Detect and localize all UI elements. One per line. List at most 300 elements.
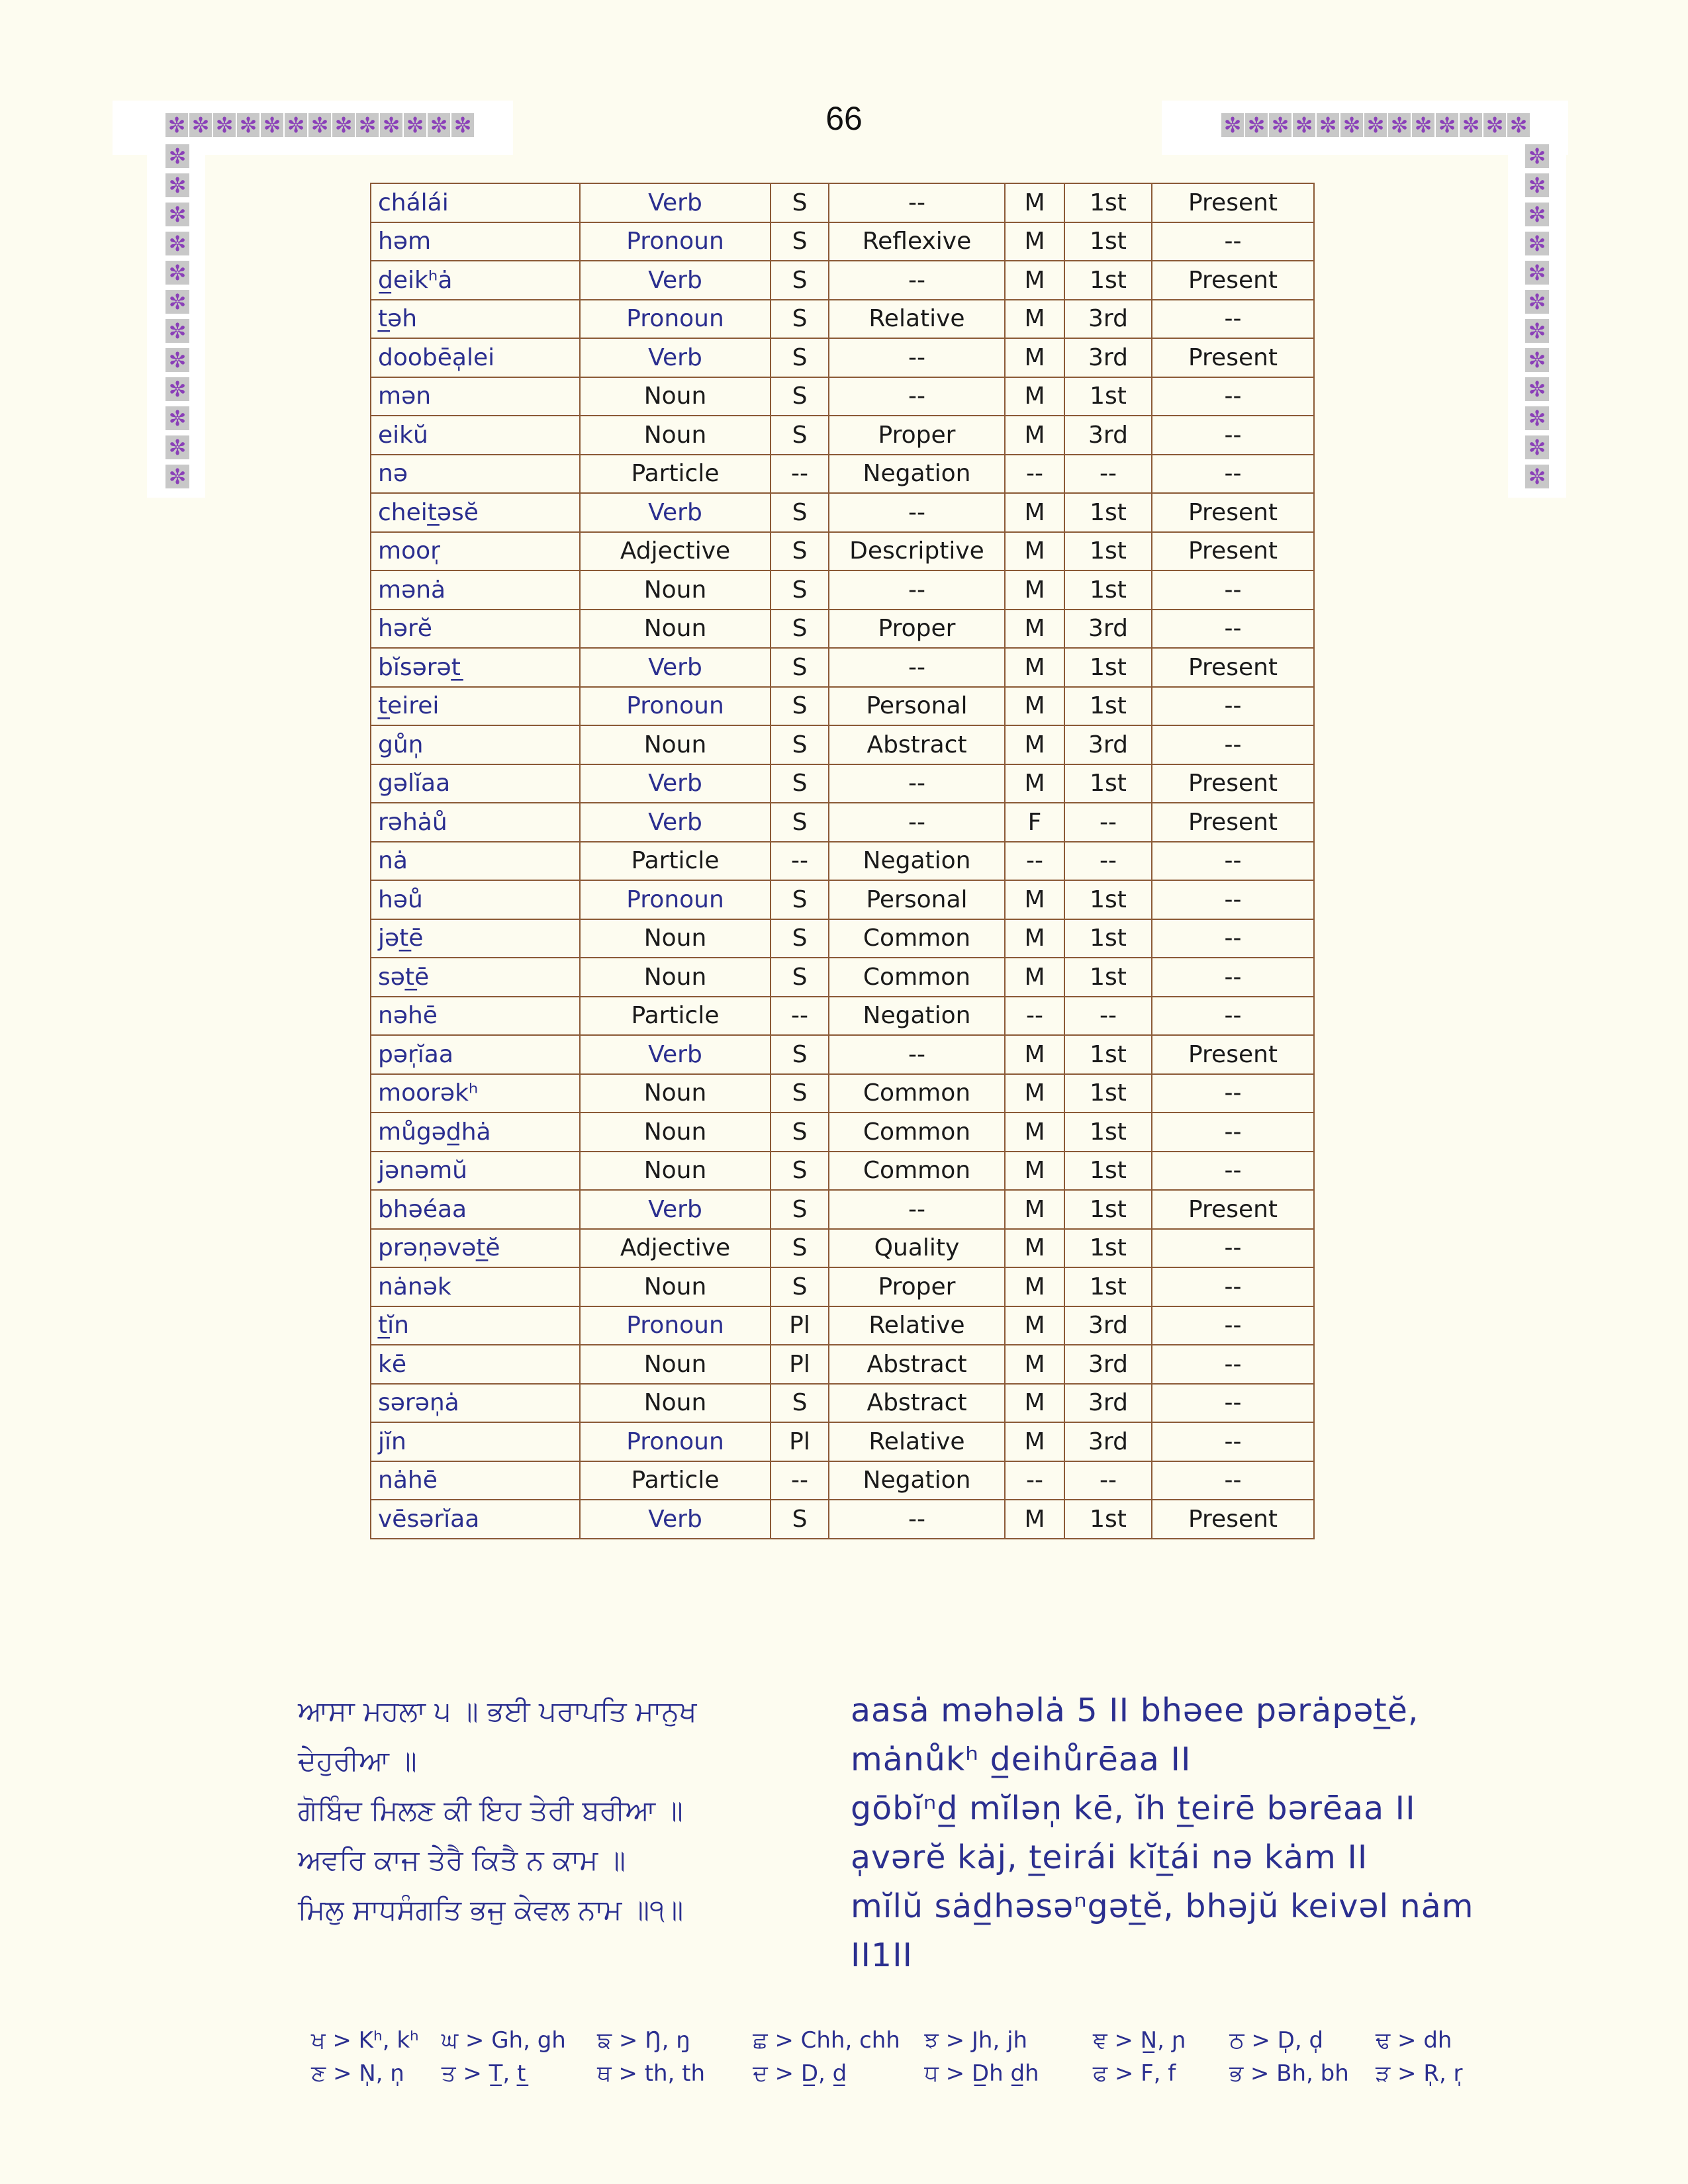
cell-part-of-speech: Pronoun <box>580 222 771 261</box>
table-row <box>371 1152 1314 1191</box>
cell-category: Relative <box>829 300 1005 339</box>
cell-number: -- <box>771 455 829 494</box>
flower-ornament-icon: ✼ <box>1507 113 1531 137</box>
cell-gender: M <box>1005 648 1064 687</box>
cell-person: 1st <box>1064 1074 1152 1113</box>
key-item: ਠ > D̩, d̩ <box>1229 2027 1324 2054</box>
flower-ornament-icon: ✼ <box>165 144 189 168</box>
cell-part-of-speech: Noun <box>580 1267 771 1306</box>
flower-ornament-icon: ✼ <box>1525 203 1549 226</box>
flower-ornament-icon: ✼ <box>332 113 356 137</box>
cell-number: S <box>771 725 829 764</box>
cell-category: -- <box>829 764 1005 803</box>
cell-tense: -- <box>1152 1461 1314 1500</box>
cell-category: -- <box>829 1190 1005 1229</box>
cell-person: -- <box>1064 455 1152 494</box>
cell-number: S <box>771 1267 829 1306</box>
cell-number: S <box>771 610 829 649</box>
cell-number: S <box>771 183 829 222</box>
key-item: ਛ > Chh, chh <box>753 2027 900 2054</box>
cell-category: Descriptive <box>829 532 1005 571</box>
cell-category: Common <box>829 919 1005 958</box>
cell-tense: -- <box>1152 1229 1314 1268</box>
cell-number: S <box>771 300 829 339</box>
cell-gender: M <box>1005 1500 1064 1539</box>
cell-part-of-speech: Particle <box>580 997 771 1036</box>
cell-person: 1st <box>1064 1190 1152 1229</box>
cell-number: S <box>771 1229 829 1268</box>
cell-part-of-speech: Particle <box>580 1461 771 1500</box>
key-item: ਥ > th, th <box>597 2060 706 2087</box>
cell-gender: -- <box>1005 455 1064 494</box>
cell-number: S <box>771 532 829 571</box>
flower-ornament-icon: ✼ <box>1525 290 1549 314</box>
cell-part-of-speech: Noun <box>580 1074 771 1113</box>
flower-ornament-icon: ✼ <box>237 113 261 137</box>
cell-gender: M <box>1005 1229 1064 1268</box>
cell-gender: M <box>1005 1035 1064 1074</box>
cell-tense: Present <box>1152 532 1314 571</box>
table-row <box>371 222 1314 261</box>
cell-gender: M <box>1005 222 1064 261</box>
table-row <box>371 764 1314 803</box>
transliteration-line: mȧnůkʰ d̲eihůrēaa II <box>851 1741 1192 1778</box>
table-row <box>371 919 1314 958</box>
gurmukhi-verse <box>298 1686 774 1934</box>
cell-gender: -- <box>1005 1461 1064 1500</box>
cell-word: bhəéaa <box>371 1190 580 1229</box>
flower-ornament-icon: ✼ <box>165 377 189 401</box>
grammar-table <box>370 183 1315 1539</box>
gurmukhi-line: ਆਸਾ ਮਹਲਾ ੫ ॥ ਭਈ ਪਰਾਪਤਿ ਮਾਨੁਖ <box>298 1695 697 1727</box>
cell-word: sərən̩ȧ <box>371 1384 580 1423</box>
cell-gender: M <box>1005 416 1064 455</box>
cell-person: 1st <box>1064 687 1152 726</box>
key-item: ੜ > R̩, r̩ <box>1376 2060 1463 2087</box>
cell-part-of-speech: Verb <box>580 648 771 687</box>
key-item: ਦ > D̲, d̲ <box>753 2060 847 2087</box>
key-row <box>311 2024 1503 2057</box>
cell-tense: Present <box>1152 338 1314 377</box>
cell-part-of-speech: Noun <box>580 919 771 958</box>
cell-gender: M <box>1005 610 1064 649</box>
cell-gender: M <box>1005 570 1064 610</box>
cell-number: Pl <box>771 1345 829 1384</box>
cell-part-of-speech: Adjective <box>580 532 771 571</box>
cell-tense: Present <box>1152 1035 1314 1074</box>
cell-person: 1st <box>1064 919 1152 958</box>
cell-word: t̲ĭn <box>371 1306 580 1345</box>
cell-person: -- <box>1064 803 1152 842</box>
cell-part-of-speech: Pronoun <box>580 687 771 726</box>
cell-gender: M <box>1005 1190 1064 1229</box>
flower-ornament-icon: ✼ <box>1525 261 1549 285</box>
table-row <box>371 377 1314 416</box>
cell-number: S <box>771 338 829 377</box>
cell-category: Common <box>829 1074 1005 1113</box>
cell-word: jĭn <box>371 1422 580 1461</box>
cell-category: Proper <box>829 610 1005 649</box>
table-row <box>371 1074 1314 1113</box>
flower-ornament-icon: ✼ <box>165 435 189 459</box>
cell-category: -- <box>829 1500 1005 1539</box>
cell-person: -- <box>1064 1461 1152 1500</box>
cell-part-of-speech: Adjective <box>580 1229 771 1268</box>
cell-word: chálái <box>371 183 580 222</box>
cell-number: S <box>771 1074 829 1113</box>
table-row <box>371 725 1314 764</box>
cell-person: 1st <box>1064 570 1152 610</box>
flower-ornament-icon: ✼ <box>1388 113 1412 137</box>
table-row <box>371 687 1314 726</box>
cell-tense: Present <box>1152 261 1314 300</box>
cell-part-of-speech: Noun <box>580 1345 771 1384</box>
cell-number: -- <box>771 1461 829 1500</box>
table-row <box>371 493 1314 532</box>
cell-person: 1st <box>1064 261 1152 300</box>
flower-ornament-icon: ✼ <box>1525 173 1549 197</box>
cell-tense: -- <box>1152 1113 1314 1152</box>
cell-gender: M <box>1005 532 1064 571</box>
flower-ornament-icon: ✼ <box>165 290 189 314</box>
cell-gender: M <box>1005 1113 1064 1152</box>
cell-category: Proper <box>829 416 1005 455</box>
key-item: ਞ > N̲, ɲ <box>1092 2027 1186 2054</box>
cell-person: 3rd <box>1064 416 1152 455</box>
cell-number: S <box>771 880 829 919</box>
cell-part-of-speech: Particle <box>580 455 771 494</box>
cell-gender: M <box>1005 1074 1064 1113</box>
table-row <box>371 416 1314 455</box>
cell-category: Common <box>829 958 1005 997</box>
cell-category: Negation <box>829 455 1005 494</box>
cell-category: Abstract <box>829 1345 1005 1384</box>
cell-part-of-speech: Noun <box>580 377 771 416</box>
cell-category: -- <box>829 493 1005 532</box>
table-row <box>371 1190 1314 1229</box>
cell-word: nȧhē <box>371 1461 580 1500</box>
cell-category: -- <box>829 648 1005 687</box>
flower-ornament-icon: ✼ <box>1525 377 1549 401</box>
cell-person: 1st <box>1064 880 1152 919</box>
cell-number: S <box>771 1113 829 1152</box>
cell-tense: -- <box>1152 455 1314 494</box>
table-row <box>371 1422 1314 1461</box>
cell-tense: Present <box>1152 764 1314 803</box>
cell-part-of-speech: Verb <box>580 338 771 377</box>
cell-gender: M <box>1005 764 1064 803</box>
transliteration-line: a̩vərĕ kȧj, t̲eirái kĭt̲ái nə kȧm II <box>851 1839 1368 1876</box>
cell-tense: -- <box>1152 687 1314 726</box>
cell-word: jət̲ē <box>371 919 580 958</box>
gurmukhi-line: ਅਵਰਿ ਕਾਜ ਤੇਰੈ ਕਿਤੈ ਨ ਕਾਮ ॥ <box>298 1844 626 1876</box>
flower-ornament-icon: ✼ <box>1436 113 1460 137</box>
cell-person: 1st <box>1064 1035 1152 1074</box>
cell-gender: -- <box>1005 997 1064 1036</box>
cell-category: -- <box>829 803 1005 842</box>
flower-ornament-icon: ✼ <box>451 113 475 137</box>
cell-word: gůn̩ <box>371 725 580 764</box>
cell-word: cheit̲əsĕ <box>371 493 580 532</box>
cell-tense: -- <box>1152 880 1314 919</box>
cell-gender: M <box>1005 880 1064 919</box>
cell-word: nəhē <box>371 997 580 1036</box>
flower-ornament-icon: ✼ <box>404 113 428 137</box>
cell-part-of-speech: Verb <box>580 1035 771 1074</box>
cell-gender: M <box>1005 1345 1064 1384</box>
cell-part-of-speech: Noun <box>580 416 771 455</box>
cell-part-of-speech: Verb <box>580 764 771 803</box>
table-row <box>371 1461 1314 1500</box>
cell-person: 1st <box>1064 1500 1152 1539</box>
key-item: ਖ > Kʰ, kʰ <box>311 2027 419 2054</box>
cell-number: S <box>771 1152 829 1191</box>
cell-part-of-speech: Noun <box>580 1384 771 1423</box>
table-row <box>371 1306 1314 1345</box>
cell-number: S <box>771 958 829 997</box>
cell-number: S <box>771 1190 829 1229</box>
table-row <box>371 1113 1314 1152</box>
cell-number: S <box>771 570 829 610</box>
cell-tense: -- <box>1152 1345 1314 1384</box>
cell-category: -- <box>829 183 1005 222</box>
cell-number: S <box>771 803 829 842</box>
cell-word: kē <box>371 1345 580 1384</box>
transliteration-line: aasȧ məhəlȧ 5 II bhəee pərȧpət̲ĕ, <box>851 1692 1419 1729</box>
cell-category: Reflexive <box>829 222 1005 261</box>
transliteration-line: II1II <box>851 1936 913 1974</box>
table-row <box>371 1267 1314 1306</box>
cell-number: S <box>771 222 829 261</box>
cell-category: -- <box>829 338 1005 377</box>
cell-gender: M <box>1005 493 1064 532</box>
flower-ornament-icon: ✼ <box>356 113 380 137</box>
cell-tense: -- <box>1152 1267 1314 1306</box>
cell-part-of-speech: Verb <box>580 803 771 842</box>
flower-ornament-icon: ✼ <box>1293 113 1317 137</box>
cell-gender: M <box>1005 958 1064 997</box>
table-row <box>371 1229 1314 1268</box>
cell-gender: M <box>1005 1422 1064 1461</box>
cell-gender: M <box>1005 338 1064 377</box>
cell-category: Negation <box>829 1461 1005 1500</box>
cell-category: Abstract <box>829 1384 1005 1423</box>
cell-gender: M <box>1005 261 1064 300</box>
cell-number: S <box>771 919 829 958</box>
table-row <box>371 1384 1314 1423</box>
cell-number: S <box>771 493 829 532</box>
cell-tense: Present <box>1152 803 1314 842</box>
flower-ornament-icon: ✼ <box>1340 113 1364 137</box>
flower-ornament-icon: ✼ <box>213 113 237 137</box>
flower-ornament-icon: ✼ <box>165 348 189 372</box>
cell-person: 1st <box>1064 764 1152 803</box>
key-item: ਙ > Ŋ, ŋ <box>597 2027 690 2054</box>
flower-ornament-icon: ✼ <box>1525 319 1549 343</box>
key-item: ਣ > N̩, n̩ <box>311 2060 404 2087</box>
cell-tense: Present <box>1152 1190 1314 1229</box>
flower-ornament-icon: ✼ <box>308 113 332 137</box>
cell-part-of-speech: Pronoun <box>580 1422 771 1461</box>
flower-ornament-icon: ✼ <box>165 406 189 430</box>
cell-number: S <box>771 261 829 300</box>
cell-gender: M <box>1005 1306 1064 1345</box>
cell-tense: -- <box>1152 725 1314 764</box>
cell-category: Negation <box>829 842 1005 881</box>
table-row <box>371 1500 1314 1539</box>
cell-category: -- <box>829 377 1005 416</box>
page-number: 66 <box>825 100 863 137</box>
flower-ornament-icon: ✼ <box>165 465 189 488</box>
cell-tense: Present <box>1152 183 1314 222</box>
cell-word: mən <box>371 377 580 416</box>
cell-person: 3rd <box>1064 300 1152 339</box>
table-row <box>371 570 1314 610</box>
flower-ornament-icon: ✼ <box>428 113 451 137</box>
cell-person: 1st <box>1064 183 1152 222</box>
flower-ornament-icon: ✼ <box>165 203 189 226</box>
key-item: ਤ > T̲, t̲ <box>441 2060 526 2087</box>
cell-number: S <box>771 1384 829 1423</box>
cell-category: -- <box>829 1035 1005 1074</box>
cell-tense: -- <box>1152 1384 1314 1423</box>
cell-tense: -- <box>1152 610 1314 649</box>
cell-person: 3rd <box>1064 725 1152 764</box>
cell-gender: M <box>1005 183 1064 222</box>
cell-category: Relative <box>829 1422 1005 1461</box>
cell-gender: M <box>1005 687 1064 726</box>
key-item: ਫ > F, f <box>1092 2060 1176 2087</box>
cell-gender: M <box>1005 919 1064 958</box>
cell-gender: M <box>1005 1267 1064 1306</box>
transliteration-key <box>311 2024 1503 2090</box>
flower-ornament-icon: ✼ <box>165 261 189 285</box>
cell-word: sət̲ē <box>371 958 580 997</box>
cell-number: -- <box>771 842 829 881</box>
flower-ornament-icon: ✼ <box>1525 348 1549 372</box>
cell-part-of-speech: Particle <box>580 842 771 881</box>
cell-person: 3rd <box>1064 338 1152 377</box>
cell-word: gəlĭaa <box>371 764 580 803</box>
cell-part-of-speech: Noun <box>580 1113 771 1152</box>
cell-gender: M <box>1005 1384 1064 1423</box>
ornament-row-left <box>165 113 475 137</box>
cell-category: Relative <box>829 1306 1005 1345</box>
cell-word: moor̩ <box>371 532 580 571</box>
ornament-row-right <box>1221 113 1531 137</box>
table-row <box>371 1035 1314 1074</box>
cell-part-of-speech: Noun <box>580 958 771 997</box>
table-row <box>371 183 1314 222</box>
cell-part-of-speech: Verb <box>580 493 771 532</box>
cell-tense: Present <box>1152 1500 1314 1539</box>
flower-ornament-icon: ✼ <box>1525 144 1549 168</box>
flower-ornament-icon: ✼ <box>285 113 308 137</box>
table-row <box>371 338 1314 377</box>
cell-person: 1st <box>1064 532 1152 571</box>
cell-number: S <box>771 1500 829 1539</box>
cell-gender: M <box>1005 300 1064 339</box>
cell-gender: M <box>1005 725 1064 764</box>
flower-ornament-icon: ✼ <box>1317 113 1340 137</box>
cell-part-of-speech: Noun <box>580 610 771 649</box>
cell-category: Quality <box>829 1229 1005 1268</box>
cell-word: rəhȧů <box>371 803 580 842</box>
cell-tense: Present <box>1152 493 1314 532</box>
cell-word: nȧ <box>371 842 580 881</box>
table-row <box>371 455 1314 494</box>
transliteration-verse <box>851 1686 1479 1980</box>
cell-person: 1st <box>1064 958 1152 997</box>
cell-word: bĭsərət̲ <box>371 648 580 687</box>
key-item: ਝ > Jh, jh <box>924 2027 1028 2054</box>
cell-word: nə <box>371 455 580 494</box>
cell-part-of-speech: Pronoun <box>580 880 771 919</box>
cell-word: t̲eirei <box>371 687 580 726</box>
flower-ornament-icon: ✼ <box>1483 113 1507 137</box>
cell-category: Personal <box>829 687 1005 726</box>
cell-part-of-speech: Pronoun <box>580 300 771 339</box>
cell-word: həm <box>371 222 580 261</box>
transliteration-line: mĭlŭ sȧd̲həsəⁿgət̲ĕ, bhəjŭ keivəl nȧm <box>851 1888 1474 1925</box>
key-item: ਭ > Bh, bh <box>1229 2060 1349 2087</box>
cell-person: 1st <box>1064 648 1152 687</box>
cell-tense: -- <box>1152 416 1314 455</box>
cell-word: hərĕ <box>371 610 580 649</box>
cell-part-of-speech: Verb <box>580 261 771 300</box>
cell-number: S <box>771 377 829 416</box>
gurmukhi-line: ਮਿਲੁ ਸਾਧਸੰਗਤਿ ਭਜੁ ਕੇਵਲ ਨਾਮ ॥੧॥ <box>298 1893 684 1926</box>
cell-tense: -- <box>1152 842 1314 881</box>
cell-tense: -- <box>1152 958 1314 997</box>
table-row <box>371 1345 1314 1384</box>
cell-number: S <box>771 416 829 455</box>
cell-category: Common <box>829 1152 1005 1191</box>
cell-number: S <box>771 648 829 687</box>
cell-person: 1st <box>1064 1267 1152 1306</box>
table-row <box>371 300 1314 339</box>
cell-gender: -- <box>1005 842 1064 881</box>
cell-person: 1st <box>1064 222 1152 261</box>
cell-word: eikŭ <box>371 416 580 455</box>
key-row <box>311 2057 1503 2090</box>
flower-ornament-icon: ✼ <box>1221 113 1245 137</box>
cell-tense: -- <box>1152 377 1314 416</box>
table-row <box>371 610 1314 649</box>
cell-tense: -- <box>1152 1306 1314 1345</box>
cell-category: Negation <box>829 997 1005 1036</box>
cell-number: S <box>771 1035 829 1074</box>
flower-ornament-icon: ✼ <box>1460 113 1483 137</box>
cell-person: 3rd <box>1064 1345 1152 1384</box>
cell-tense: -- <box>1152 997 1314 1036</box>
cell-word: t̲əh <box>371 300 580 339</box>
cell-gender: M <box>1005 377 1064 416</box>
cell-word: můgəd̲hȧ <box>371 1113 580 1152</box>
flower-ornament-icon: ✼ <box>1412 113 1436 137</box>
table-row <box>371 880 1314 919</box>
flower-ornament-icon: ✼ <box>261 113 285 137</box>
transliteration-line: gōbĭⁿd̲ mĭlən̩ kē, ĭh t̲eirē bərēaa II <box>851 1790 1416 1827</box>
cell-number: Pl <box>771 1422 829 1461</box>
cell-person: 1st <box>1064 1113 1152 1152</box>
table-row <box>371 842 1314 881</box>
cell-tense: -- <box>1152 1152 1314 1191</box>
flower-ornament-icon: ✼ <box>165 173 189 197</box>
flower-ornament-icon: ✼ <box>189 113 213 137</box>
ornament-column-right <box>1525 144 1549 488</box>
cell-person: 1st <box>1064 493 1152 532</box>
